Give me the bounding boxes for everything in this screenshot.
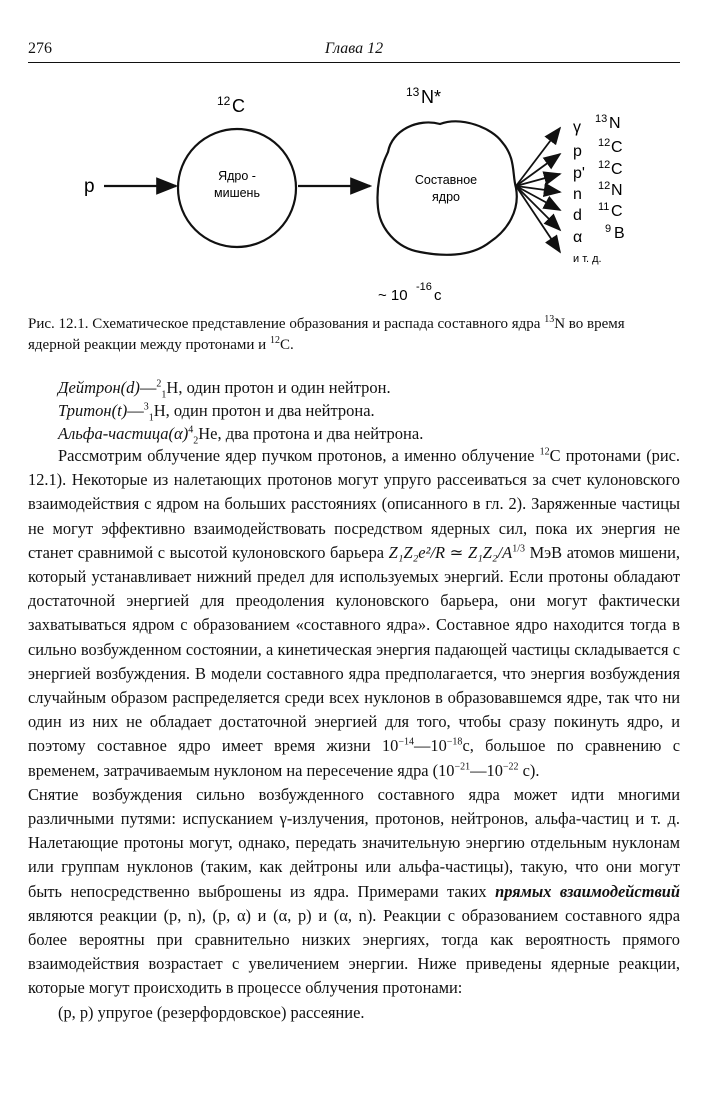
superscript: −14 bbox=[398, 736, 415, 748]
product-particle: p bbox=[573, 143, 582, 160]
text-run: Снятие возбуждения сильно возбужденного составного ядра может идти многими различными путями: испусканием γ-излучения, протонов, нейтронов, альфа-частиц и т. д. Налетающие протоны могут, однако, передать значительную энергию отдельным нуклонам или группам нуклонов (таким, как дейтроны или альфа-частицы), такую, что они могут быть непосредственно выброшены из ядра. Примерами таких bbox=[28, 784, 680, 901]
mass-number: 3 bbox=[143, 401, 149, 413]
decay-arrow-pprime bbox=[516, 174, 560, 186]
coulomb-formula: Z₁Z₂e²/R ≃ Z₁Z₂/A bbox=[388, 542, 513, 562]
lifetime-exponent: -16 bbox=[416, 281, 432, 293]
text-run: —10 bbox=[414, 736, 447, 756]
text-run: (p, p) упругое (резерфордовское) рассеяние. bbox=[58, 1002, 365, 1022]
text-run: Рассмотрим облучение ядер пучком протонов, а именно облучение bbox=[58, 446, 540, 465]
products-etc: и т. д. bbox=[573, 253, 602, 265]
compound-mass-number: 13 bbox=[406, 85, 420, 99]
target-mass-number: 12 bbox=[217, 94, 231, 108]
decay-arrow-p bbox=[516, 154, 560, 186]
element-symbol: H bbox=[166, 378, 179, 397]
product-particle: γ bbox=[573, 119, 581, 136]
caption-text: N во время ядерной реакции между протонами и bbox=[28, 316, 625, 353]
emphasis: прямых взаимодействий bbox=[495, 881, 680, 901]
product-particle: d bbox=[573, 207, 582, 224]
superscript: −21 bbox=[454, 761, 471, 773]
text-run: с). bbox=[518, 760, 540, 780]
page-number: 276 bbox=[28, 40, 52, 57]
figure-caption bbox=[28, 314, 680, 356]
mass-number: 4 bbox=[188, 424, 194, 436]
decay-arrow-etc bbox=[516, 186, 560, 252]
compound-text-line2: ядро bbox=[432, 190, 460, 204]
compound-element: N* bbox=[421, 87, 442, 107]
product-particle: n bbox=[573, 186, 582, 203]
product-nucleus: B bbox=[614, 225, 625, 242]
product-mass: 12 bbox=[598, 159, 611, 171]
target-text-line1: Ядро - bbox=[218, 169, 256, 183]
definition-term: Дейтрон(d) bbox=[58, 378, 140, 397]
charge-number: 2 bbox=[193, 435, 199, 447]
caption-text: Рис. 12.1. Схематическое представление образования и распада составного ядра bbox=[28, 316, 545, 332]
definition-triton: Тритон(t)—$^3_1$H, один протон и два нейтрона. bbox=[58, 401, 375, 424]
particle-definitions bbox=[58, 376, 678, 445]
product-mass: 9 bbox=[605, 223, 612, 235]
text-run: C протонами (рис. 12.1). Некоторые из налетающих протонов могут упруго рассеиваться за счет кулоновского взаимодействия с ядром на больших расстояниях (описанного в гл. 2). Заряженные частицы не могут эффективно взаимодействовать посредством ядерных сил, пока их энергия не станет сравнимой с высотой кулоновского барьера bbox=[28, 446, 680, 562]
definition-term: Тритон(t) bbox=[58, 401, 128, 420]
projectile-label: p bbox=[84, 176, 95, 197]
mass-number: 2 bbox=[156, 378, 162, 390]
text-run: являются реакции (p, n), (p, α) и (α, p) и (α, n). Реакции с образованием составного ядра более вероятны при сравнительно низких энергиях, тогда как вероятность прямого взаимодействия возрастает с увеличением энергии. Ниже приведены ядерные реакции, которые могут происходить в процессе облучения протонами: bbox=[28, 905, 680, 998]
definition-deuteron: Дейтрон(d)—$^2_1$H, один протон и один нейтрон. bbox=[58, 378, 391, 401]
page-header bbox=[28, 40, 680, 63]
product-mass: 12 bbox=[598, 137, 611, 149]
product-mass: 11 bbox=[598, 201, 610, 213]
paragraph-2 bbox=[28, 783, 680, 1001]
target-text-line2: мишень bbox=[214, 186, 260, 200]
superscript: 1/3 bbox=[512, 543, 525, 555]
superscript: −18 bbox=[446, 736, 463, 748]
product-particle: α bbox=[573, 229, 583, 246]
element-symbol: H bbox=[153, 401, 166, 420]
body-text bbox=[28, 444, 680, 1025]
product-particle: p' bbox=[573, 165, 585, 182]
text-run: —10 bbox=[470, 760, 503, 780]
decay-arrow-gamma bbox=[516, 128, 560, 186]
compound-text-line1: Составное bbox=[414, 173, 478, 187]
charge-number: 1 bbox=[161, 389, 167, 401]
product-nucleus: C bbox=[611, 203, 623, 220]
product-nucleus: N bbox=[609, 115, 621, 132]
product-nucleus: C bbox=[611, 139, 623, 156]
element-symbol: He bbox=[198, 424, 218, 443]
definition-text: , один протон и один нейтрон. bbox=[178, 378, 391, 397]
lifetime-unit: с bbox=[434, 287, 442, 304]
chapter-title: Глава 12 bbox=[324, 40, 384, 57]
definition-alpha bbox=[58, 422, 678, 445]
diagram-svg bbox=[0, 70, 705, 310]
paragraph-1 bbox=[28, 444, 680, 783]
definition-term: Альфа-частица(α) bbox=[58, 424, 189, 443]
product-mass: 12 bbox=[598, 180, 611, 192]
product-mass: 13 bbox=[595, 113, 608, 125]
target-element: C bbox=[232, 96, 245, 116]
paragraph-3 bbox=[28, 1001, 680, 1025]
reaction-diagram bbox=[0, 70, 705, 310]
decay-arrow-alpha bbox=[516, 186, 560, 230]
caption-sup: 13 bbox=[544, 314, 555, 325]
text-run: с, большое по сравнению с временем, затрачиваемым нуклоном на пересечение ядра (10 bbox=[28, 736, 680, 780]
compound-nucleus-shape bbox=[377, 121, 516, 254]
caption-sup: 12 bbox=[269, 335, 280, 346]
charge-number: 1 bbox=[148, 412, 154, 424]
definition-text: , один протон и два нейтрона. bbox=[165, 401, 375, 420]
superscript: 12 bbox=[539, 446, 550, 458]
product-nucleus: C bbox=[611, 161, 623, 178]
lifetime-prefix: ~ 10 bbox=[378, 287, 408, 304]
text-run: МэВ атомов мишени, который устанавливает нижний предел для используемых энергий. Если протоны обладают достаточной энергией для преодоления кулоновского барьера, они могут фактически захватываться ядром с образованием «составного ядра». Составное ядро находится тогда в сильно возбужденном состоянии, а кинетическая энергия падающей частицы складывается с энергией возбуждения. В модели составного ядра предполагается, что энергия возбуждения случайным образом распределяется среди всех нуклонов в образовавшемся ядре, так что ни один из них не обладает достаточной энергией для того, чтобы сразу покинуть ядро, и поэтому составное ядро имеет время жизни 10 bbox=[28, 542, 680, 756]
caption-text: C. bbox=[279, 337, 294, 353]
definition-text: , два протона и два нейтрона. bbox=[217, 424, 424, 443]
product-nucleus: N bbox=[611, 182, 623, 199]
superscript: −22 bbox=[502, 761, 519, 773]
